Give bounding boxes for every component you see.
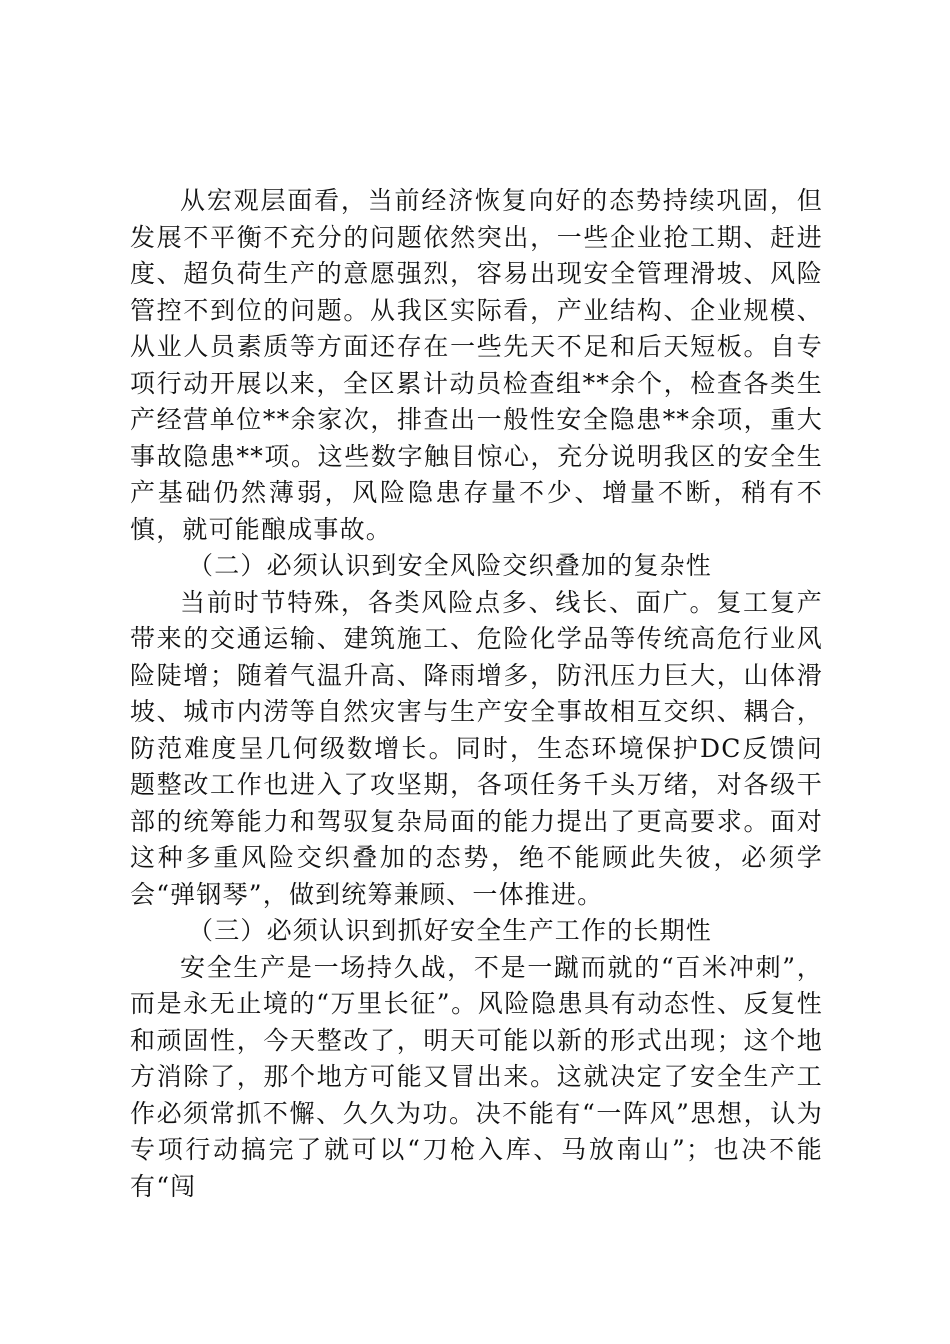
paragraph-long-term: 安全生产是一场持久战，不是一蹴而就的“百米冲刺”，而是永无止境的“万里长征”。风险隐患具有动态性、反复性和顽固性，今天整改了，明天可能以新的形式出现；这个地方消除了，那个地方可能又冒出来。这就决定了安全生产工作必须常抓不懈、久久为功。决不能有“一阵风”思想，认为专项行动搞完了就可以“刀枪入库、马放南山”；也决不能有“闯 — [130, 952, 823, 1201]
section-heading-2: （二）必须认识到安全风险交织叠加的复杂性 — [188, 551, 713, 580]
section-heading-3: （三）必须认识到抓好安全生产工作的长期性 — [188, 916, 713, 945]
document-body — [130, 183, 823, 1205]
paragraph-complexity: 当前时节特殊，各类风险点多、线长、面广。复工复产带来的交通运输、建筑施工、危险化学品等传统高危行业风险陡增；随着气温升高、降雨增多，防汛压力巨大，山体滑坡、城市内涝等自然灾害与生产安全事故相互交织、耦合，防范难度呈几何级数增长。同时，生态环境保护DC反馈问题整改工作也进入了攻坚期，各项任务千头万绪，对各级干部的统筹能力和驾驭复杂局面的能力提出了更高要求。面对这种多重风险交织叠加的态势，绝不能顾此失彼，必须学会“弹钢琴”，做到统筹兼顾、一体推进。 — [130, 587, 823, 909]
paragraph-macro-level: 从宏观层面看，当前经济恢复向好的态势持续巩固，但发展不平衡不充分的问题依然突出，一些企业抢工期、赶进度、超负荷生产的意愿强烈，容易出现安全管理滑坡、风险管控不到位的问题。从我区实际看，产业结构、企业规模、从业人员素质等方面还存在一些先天不足和后天短板。自专项行动开展以来，全区累计动员检查组**余个，检查各类生产经营单位**余家次，排查出一般性安全隐患**余项，重大事故隐患**项。这些数字触目惊心，充分说明我区的安全生产基础仍然薄弱，风险隐患存量不少、增量不断，稍有不慎，就可能酿成事故。 — [130, 186, 823, 544]
